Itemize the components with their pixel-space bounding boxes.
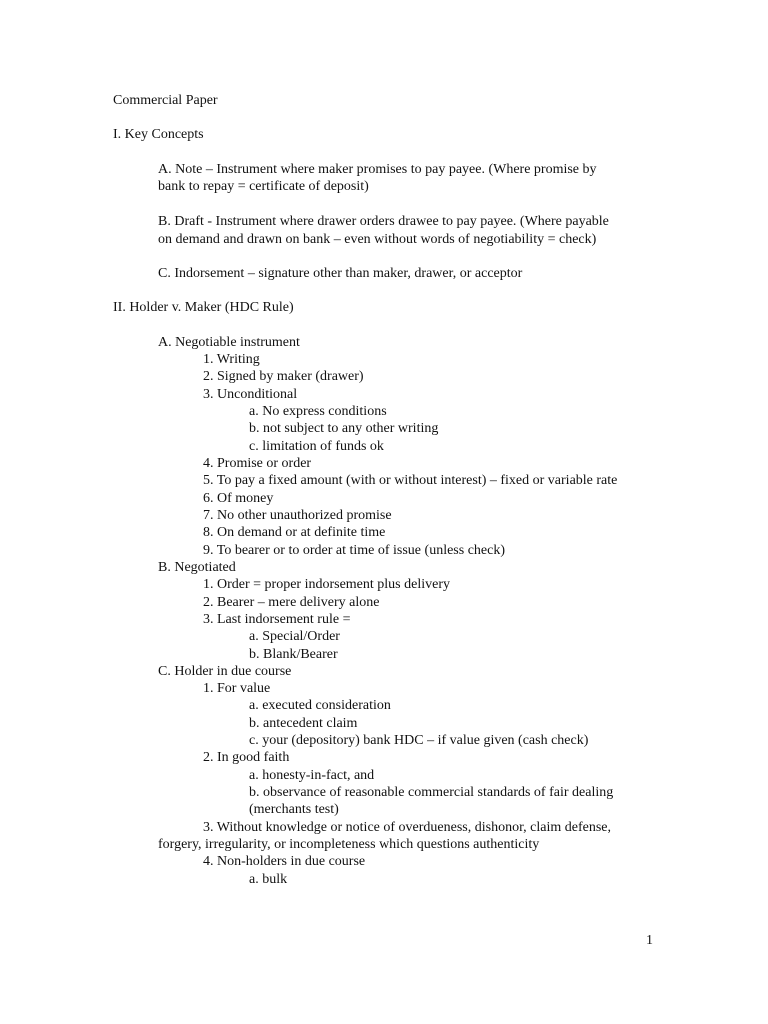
- list-subitem: a. bulk: [249, 872, 288, 887]
- page-number: 1: [646, 933, 653, 948]
- note-definition-line2: bank to repay = certificate of deposit): [158, 179, 369, 194]
- list-item: 3. Without knowledge or notice of overdueness, dishonor, claim defense,: [203, 820, 612, 835]
- list-subitem: a. executed consideration: [249, 698, 391, 713]
- list-subitem: a. Special/Order: [249, 629, 340, 644]
- subheading-holder-in-due-course: C. Holder in due course: [158, 664, 292, 679]
- list-item: 9. To bearer or to order at time of issue (unless check): [203, 543, 505, 558]
- list-item: 3. Last indorsement rule =: [203, 612, 351, 627]
- list-item: 2. In good faith: [203, 750, 290, 765]
- indorsement-definition: C. Indorsement – signature other than maker, drawer, or acceptor: [158, 266, 523, 281]
- list-subitem: c. limitation of funds ok: [249, 439, 384, 454]
- list-item: 1. Writing: [203, 352, 260, 367]
- list-subitem: b. not subject to any other writing: [249, 421, 439, 436]
- section-heading-key-concepts: I. Key Concepts: [113, 127, 204, 142]
- list-item-continuation: forgery, irregularity, or incompleteness which questions authenticity: [158, 837, 540, 852]
- subheading-negotiable-instrument: A. Negotiable instrument: [158, 335, 300, 350]
- list-item: 7. No other unauthorized promise: [203, 508, 392, 523]
- list-subitem: b. antecedent claim: [249, 716, 358, 731]
- list-item: 8. On demand or at definite time: [203, 525, 386, 540]
- draft-definition-line1: B. Draft - Instrument where drawer orders drawee to pay payee. (Where payable: [158, 214, 609, 229]
- list-item: 2. Signed by maker (drawer): [203, 369, 364, 384]
- list-item: 6. Of money: [203, 491, 274, 506]
- list-item: 4. Non-holders in due course: [203, 854, 366, 869]
- list-subitem: c. your (depository) bank HDC – if value given (cash check): [249, 733, 589, 748]
- list-subitem-continuation: (merchants test): [249, 802, 339, 817]
- list-item: 1. For value: [203, 681, 271, 696]
- document-title: Commercial Paper: [113, 93, 218, 108]
- subheading-negotiated: B. Negotiated: [158, 560, 236, 575]
- list-item: 2. Bearer – mere delivery alone: [203, 595, 380, 610]
- draft-definition-line2: on demand and drawn on bank – even without words of negotiability = check): [158, 232, 597, 247]
- list-subitem: b. Blank/Bearer: [249, 647, 338, 662]
- list-item: 3. Unconditional: [203, 387, 298, 402]
- section-heading-holder-v-maker: II. Holder v. Maker (HDC Rule): [113, 300, 294, 315]
- list-subitem: a. No express conditions: [249, 404, 387, 419]
- list-subitem: b. observance of reasonable commercial standards of fair dealing: [249, 785, 614, 800]
- note-definition-line1: A. Note – Instrument where maker promises to pay payee. (Where promise by: [158, 162, 597, 177]
- list-subitem: a. honesty-in-fact, and: [249, 768, 375, 783]
- list-item: 4. Promise or order: [203, 456, 312, 471]
- list-item: 1. Order = proper indorsement plus delivery: [203, 577, 450, 592]
- list-item: 5. To pay a fixed amount (with or without interest) – fixed or variable rate: [203, 473, 618, 488]
